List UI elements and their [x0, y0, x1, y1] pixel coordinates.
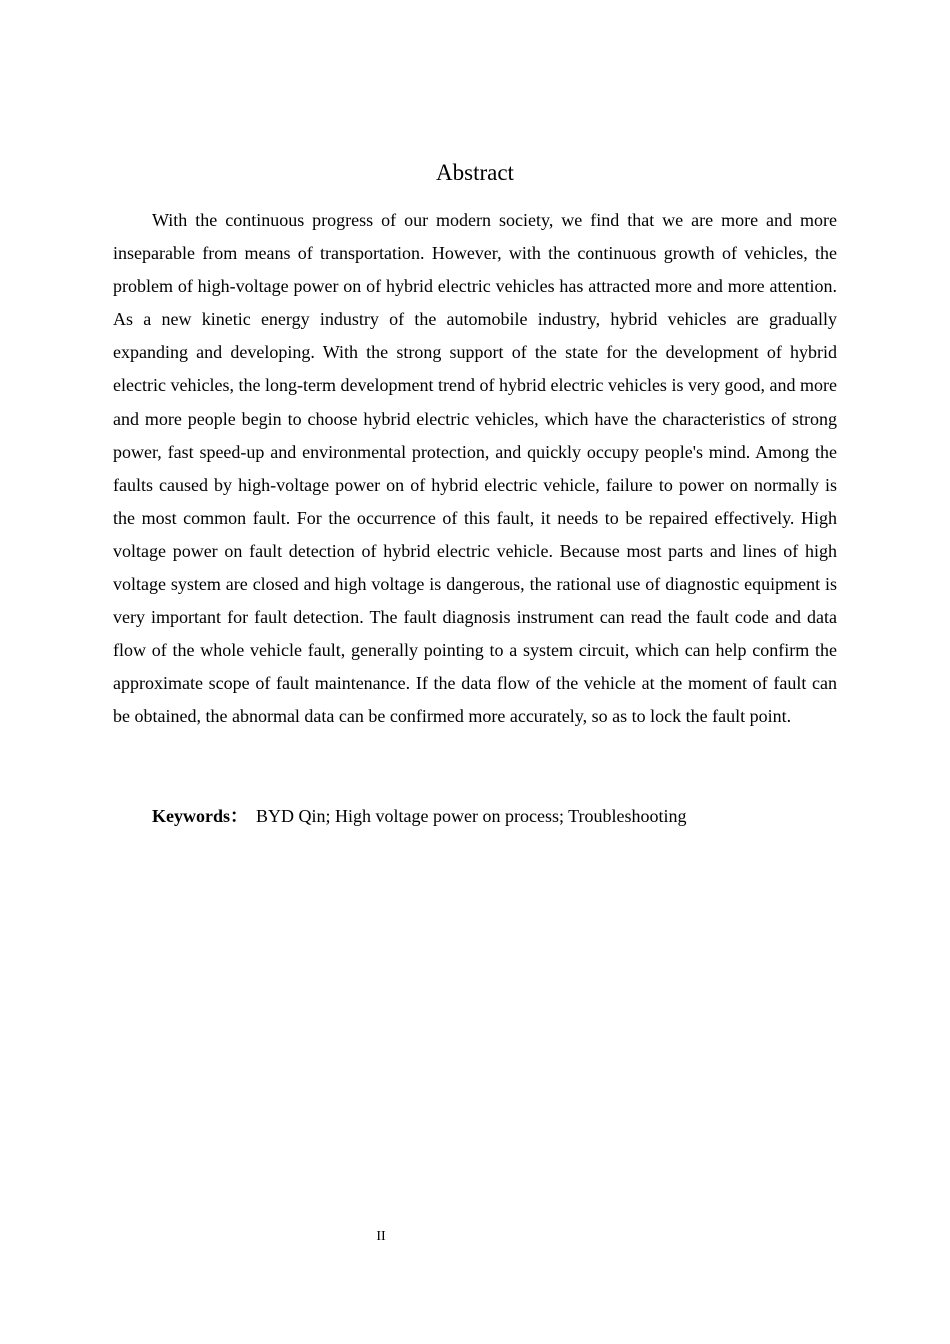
page-number: II — [376, 1229, 386, 1244]
abstract-body: With the continuous progress of our modern society, we find that we are more and more inseparable from means of transportation. However, with the continuous growth of vehicles, the problem of high-voltage power on of hybrid electric vehicles has attracted more and more attention. As a new kinetic energy industry of the automobile industry, hybrid vehicles are gradually expanding and developing. With the strong support of the state for the development of hybrid electric vehicles, the long-term development trend of hybrid electric vehicles is very good, and more and more people begin to choose hybrid electric vehicles, which have the characteristics of strong power, fast speed-up and environmental protection, and quickly occupy people's mind. Among the faults caused by high-voltage power on of hybrid electric vehicle, failure to power on normally is the most common fault. For the occurrence of this fault, it needs to be repaired effectively. High voltage power on fault detection of hybrid electric vehicle. Because most parts and lines of high voltage system are closed and high voltage is dangerous, the rational use of diagnostic equipment is very important for fault detection. The fault diagnosis instrument can read the fault code and data flow of the whole vehicle fault, generally pointing to a system circuit, which can help confirm the approximate scope of fault maintenance. If the data flow of the vehicle at the moment of fault can be obtained, the abnormal data can be confirmed more accurately, so as to lock the fault point. — [113, 210, 837, 727]
keywords-text: BYD Qin; High voltage power on process; Troubleshooting — [256, 806, 687, 826]
abstract-title: Abstract — [436, 160, 514, 185]
keywords-separator: ： — [230, 806, 248, 826]
keywords-line — [152, 800, 852, 833]
keywords-label: Keywords — [152, 806, 230, 826]
